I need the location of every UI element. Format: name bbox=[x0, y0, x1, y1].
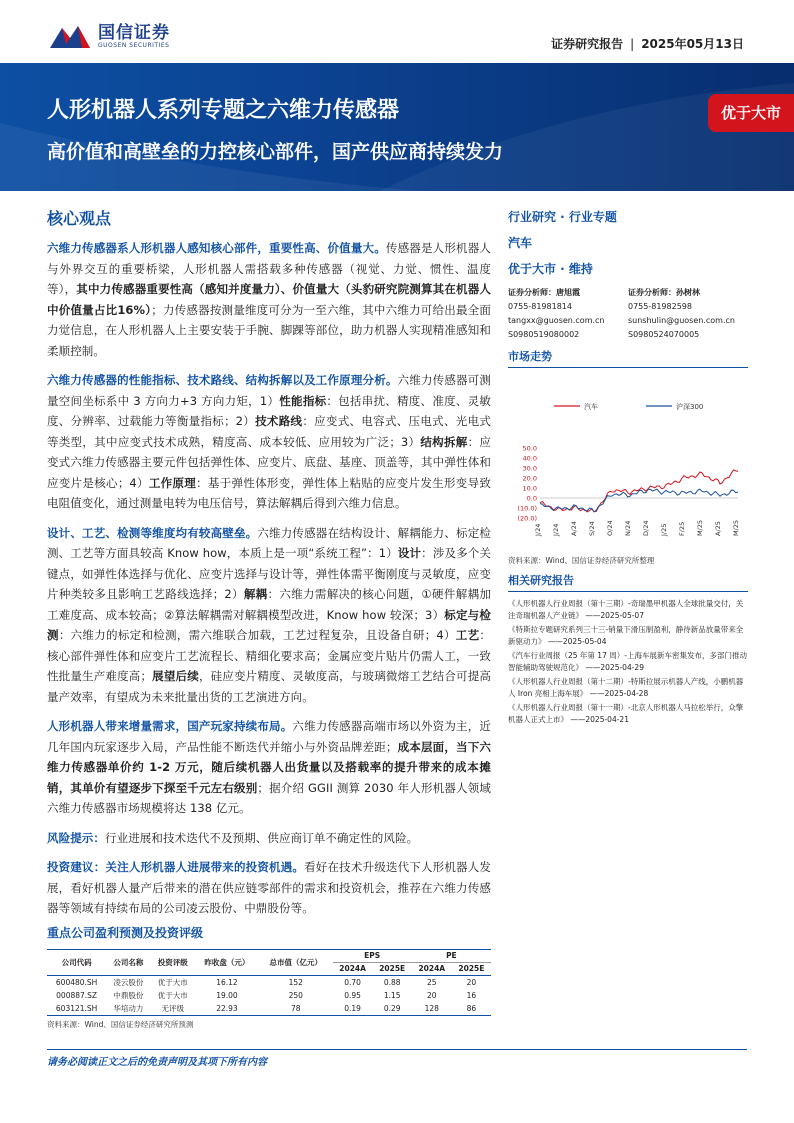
related-report-title: 《人形机器人行业周报（第十二期）-特斯拉展示机器人产线，小鹏机器人 Iron 亮相上海车展》 bbox=[508, 677, 744, 698]
text-run: ：应变式六维力传感器主要元件包括弹性体、应变片、底盘、基座、顶盖等，其中弹性体和应变片是核心；4） bbox=[47, 434, 492, 490]
related-report-date: ——2025-05-04 bbox=[545, 636, 607, 646]
analyst-1-email[interactable]: tangxx@guosen.com.cn bbox=[508, 316, 605, 325]
th-pe-y2: 2025E bbox=[458, 964, 485, 973]
related-report-title: 《汽车行业周报（25 年第 17 周）-上海车展新车密集发布，多部门推动智能辅助驾驶规范化》 bbox=[508, 651, 747, 672]
table-cell: 中鼎股份 bbox=[113, 991, 144, 1000]
y-tick-label: 0.0 bbox=[526, 494, 537, 503]
table-cell: 1.15 bbox=[383, 991, 401, 1000]
text-run: 结构拆解 bbox=[420, 434, 468, 449]
related-report-item[interactable] bbox=[508, 598, 748, 621]
text-run: 设计、工艺、检测等维度均有较高壁垒。 bbox=[47, 525, 258, 540]
table-cell: 16 bbox=[466, 991, 477, 1000]
table-cell: 78 bbox=[290, 1004, 301, 1013]
core-views-title: 核心观点 bbox=[47, 209, 112, 228]
table-cell: 128 bbox=[424, 1004, 439, 1013]
analyst-1-name: 证券分析师：唐旭霞 bbox=[508, 288, 580, 297]
table-cell: 优于大市 bbox=[157, 991, 188, 1000]
title-banner bbox=[0, 63, 794, 191]
text-run: ：涉及多个关键点，如弹性体选择与优化、应变片选择与设计等，弹性体需平衡刚度与灵敏度，应变片种类较多且影响工艺路线选择；2） bbox=[47, 546, 491, 601]
th-pe-y1: 2024A bbox=[418, 964, 446, 973]
x-tick-label: A/25 bbox=[714, 521, 722, 536]
table-cell: 0.19 bbox=[344, 1004, 361, 1013]
related-report-date: ——2025-05-07 bbox=[583, 610, 644, 620]
th-eps-y1: 2024A bbox=[339, 964, 366, 973]
y-tick-label: 30.0 bbox=[522, 464, 537, 473]
table-cell: 华培动力 bbox=[113, 1004, 144, 1013]
th-rating: 投资评级 bbox=[157, 957, 188, 967]
related-report-item[interactable] bbox=[508, 624, 748, 647]
analyst-2-cert: S0980524070005 bbox=[628, 330, 700, 339]
x-tick-label: S/24 bbox=[588, 521, 596, 536]
analyst-2 bbox=[628, 286, 748, 342]
th-name: 公司名称 bbox=[113, 957, 144, 967]
legend-label: 沪深300 bbox=[676, 403, 704, 411]
text-run: 人形机器人带来增量需求，国产玩家持续布局。 bbox=[47, 719, 293, 733]
table-cell: 凌云股份 bbox=[113, 978, 144, 987]
table-cell: 250 bbox=[288, 991, 303, 1000]
report-meta: 证券研究报告 | 2025年05月13日 bbox=[551, 37, 744, 51]
table-cell: 无评级 bbox=[161, 1004, 185, 1013]
chart-svg bbox=[508, 368, 748, 553]
text-run: 工作原理 bbox=[148, 475, 197, 490]
paragraph-risk bbox=[47, 828, 491, 849]
rating-tag: 优于大市 bbox=[708, 94, 794, 132]
th-cap: 总市值（亿元） bbox=[269, 957, 322, 967]
text-run: 工艺 bbox=[455, 628, 480, 642]
analyst-1 bbox=[508, 286, 628, 342]
table-cell: 86 bbox=[466, 1004, 477, 1013]
table-cell: 000887.SZ bbox=[56, 991, 98, 1000]
text-run: 投资建议：关注人形机器人进展带来的投资机遇。 bbox=[47, 860, 305, 874]
table-cell: 25 bbox=[427, 978, 437, 987]
text-run: ：六维力需解决的核心问题，①硬件解耦加工难度高、成本较高；②算法解耦需对解耦模型改进，Know how 较深；3） bbox=[47, 587, 492, 622]
core-views bbox=[47, 206, 491, 928]
related-report-date: ——2025-04-29 bbox=[583, 662, 644, 672]
disclaimer-footer: 请务必阅读正文之后的免责声明及其项下所有内容 bbox=[47, 1057, 267, 1068]
paragraph-4 bbox=[47, 716, 491, 819]
related-report-item[interactable] bbox=[508, 650, 748, 673]
text-run: ；据介绍 GGII 测算 2030 年人形机器人领域六维力传感器市场规模将达 138 亿元。 bbox=[47, 780, 491, 815]
table-cell: 0.88 bbox=[383, 978, 401, 987]
report-type: 证券研究报告 bbox=[551, 37, 624, 51]
table-cell: 20 bbox=[466, 978, 477, 987]
table-row bbox=[47, 1002, 491, 1016]
x-tick-label: M/25 bbox=[696, 519, 704, 536]
text-run: 六维力传感器可测量空间坐标系中 3 方向力+3 方向力矩，1） bbox=[47, 373, 491, 408]
table-cell: 600480.SH bbox=[55, 978, 98, 987]
text-run: 成本层面，当下六维力传感器单价约 1-2 万元，随后续机器人出货量以及搭载率的提升带来的成本摊销，其单价有望逐步下探至千元左右级别 bbox=[47, 739, 491, 795]
text-run: 技术路线 bbox=[255, 414, 303, 428]
text-run: ，硅应变片精度、灵敏度高，与玻璃微熔工艺结合可提高量产效率，有望成为未来批量出货的工艺演进方向。 bbox=[47, 669, 492, 704]
related-report-item[interactable] bbox=[508, 676, 748, 699]
sidebar bbox=[508, 208, 748, 728]
text-run: ；力传感器按测量维度可分为一至六维，其中六维力可给出最全面力觉信息，在人形机器人上主要安装于手腕、脚踝等部位，助力机器人实现精准感知和柔顺控制。 bbox=[47, 302, 491, 358]
analyst-1-cert: S0980519080002 bbox=[508, 330, 580, 339]
text-run: 六维力传感器高端市场以外资为主，近几年国内玩家逐步入局，产品性能不断迭代并缩小与外资品牌差距； bbox=[47, 719, 491, 754]
y-tick-label: (20.0) bbox=[517, 514, 537, 523]
text-run: 风险提示： bbox=[47, 830, 105, 845]
th-close: 昨收盘（元） bbox=[204, 957, 250, 967]
industry-line: 行业研究 · 行业专题 bbox=[508, 210, 617, 224]
related-report-item[interactable] bbox=[508, 702, 748, 725]
text-run: 行业进展和技术迭代不及预期、供应商订单不确定性的风险。 bbox=[105, 830, 419, 845]
estimates-title: 重点公司盈利预测及投资评级 bbox=[47, 926, 204, 940]
text-run: 六维力传感器系人形机器人感知核心部件，重要性高、价值量大。 bbox=[47, 241, 386, 255]
rating-line: 优于大市 · 维持 bbox=[508, 262, 593, 276]
related-report-title: 《特斯拉专题研究系列三十三-销量下滑压制盈利，静待新品放量带来全新驱动力》 bbox=[508, 625, 744, 646]
table-cell: 22.93 bbox=[216, 1004, 238, 1013]
table-cell: 0.95 bbox=[344, 991, 361, 1000]
logo-mark-icon bbox=[48, 22, 92, 52]
table-source: 资料来源：Wind、国信证券经济研究所预测 bbox=[47, 1020, 194, 1029]
related-report-title: 《人形机器人行业周报（第十三期）-奇瑞墨甲机器人全球批量交付，关注奇瑞机器人产业链》 bbox=[508, 599, 744, 620]
th-code: 公司代码 bbox=[61, 957, 92, 967]
banner-decoration bbox=[0, 63, 794, 191]
guosen-logo bbox=[48, 22, 170, 52]
table-cell: 优于大市 bbox=[157, 978, 188, 987]
logo-cn: 国信证券 bbox=[98, 23, 170, 43]
text-run: 其中力传感器重要性高（感知并度量力）、价值量大（头豹研究院测算其在机器人中价值量占比16%） bbox=[47, 282, 491, 317]
table-cell: 16.12 bbox=[216, 978, 238, 987]
text-run: ：包括串扰、精度、准度、灵敏度、分辨率、过载能力等衡量指标；2） bbox=[47, 393, 491, 428]
estimates-section bbox=[47, 924, 491, 1030]
text-run: 解耦 bbox=[243, 587, 268, 601]
analyst-2-email[interactable]: sunshulin@guosen.com.cn bbox=[628, 316, 735, 325]
chart-source: 资料来源：Wind、国信证券经济研究所整理 bbox=[508, 556, 655, 565]
x-tick-label: J/24 bbox=[534, 523, 542, 536]
paragraph-3 bbox=[47, 523, 491, 708]
analyst-2-name: 证券分析师：孙树林 bbox=[628, 288, 700, 297]
related-report-date: ——2025-04-21 bbox=[568, 714, 629, 724]
sector-line: 汽车 bbox=[508, 236, 533, 250]
related-reports-title: 相关研究报告 bbox=[508, 572, 748, 592]
estimates-table bbox=[47, 949, 491, 1016]
text-run: 标定与检测 bbox=[47, 607, 491, 642]
logo-en: GUOSEN SECURITIES bbox=[98, 42, 170, 49]
x-tick-label: A/24 bbox=[570, 521, 578, 536]
x-tick-label: J/25 bbox=[660, 523, 668, 536]
text-run: 六维力传感器在结构设计、解耦能力、标定检测、工艺等方面具较高 Know how，本质上是一项“系统工程”：1） bbox=[47, 525, 491, 560]
th-eps-y2: 2025E bbox=[379, 964, 406, 973]
market-trend-title: 市场走势 bbox=[508, 348, 748, 368]
analysts bbox=[508, 286, 748, 342]
text-run: 六维力传感器的性能指标、技术路线、结构拆解以及工作原理分析。 bbox=[47, 373, 398, 387]
x-tick-label: N/24 bbox=[624, 520, 632, 536]
table-cell: 0.29 bbox=[383, 1004, 401, 1013]
y-tick-label: 40.0 bbox=[522, 454, 537, 463]
related-report-title: 《人形机器人行业周报（第十一期）-北京人形机器人马拉松举行，众擎机器人正式上市》 bbox=[508, 703, 744, 724]
series-line-csi300 bbox=[540, 489, 738, 512]
market-trend-chart bbox=[508, 368, 748, 553]
x-tick-label: O/24 bbox=[606, 520, 614, 536]
page-header bbox=[0, 0, 794, 62]
text-run: ：六维力的标定和检测，需六维联合加载，工艺过程复杂，且设备自研；4） bbox=[58, 628, 456, 642]
x-tick-label: J/24 bbox=[552, 523, 560, 536]
th-eps: EPS bbox=[333, 950, 412, 963]
text-run: 设计 bbox=[397, 546, 422, 560]
table-cell: 19.00 bbox=[216, 991, 238, 1000]
text-run: ：应变式、电容式、压电式、光电式等类型，其中应变式技术成熟，精度高、成本较低、应用较为广泛；3） bbox=[47, 414, 491, 449]
y-tick-label: 10.0 bbox=[522, 484, 537, 493]
text-run: ：基于弹性体形变，弹性体上粘贴的应变片发生形变导致电阻值变化，通过测量电转为电压信号，算法解耦后得到六维力信息。 bbox=[47, 475, 492, 510]
table-cell: 0.70 bbox=[344, 978, 361, 987]
table-row bbox=[47, 989, 491, 1002]
report-title: 人形机器人系列专题之六维力传感器 bbox=[47, 98, 400, 123]
paragraph-2 bbox=[47, 370, 491, 514]
y-tick-label: 50.0 bbox=[522, 444, 537, 453]
footer-divider bbox=[47, 1049, 747, 1050]
report-subtitle: 高价值和高壁垒的力控核心部件，国产供应商持续发力 bbox=[47, 141, 504, 163]
x-tick-label: M/25 bbox=[732, 519, 740, 536]
paragraph-1 bbox=[47, 238, 491, 361]
related-reports-list bbox=[508, 598, 748, 725]
related-report-date: ——2025-04-28 bbox=[587, 688, 649, 698]
text-run: 展望后续 bbox=[152, 669, 199, 683]
table-cell: 603121.SH bbox=[55, 1004, 98, 1013]
text-run: 传感器是人形机器人与外界交互的重要桥梁，人形机器人需搭载多种传感器（视觉、力觉、惯性、温度等）， bbox=[47, 241, 491, 296]
table-row bbox=[47, 976, 491, 990]
x-tick-label: D/24 bbox=[642, 520, 650, 536]
th-pe: PE bbox=[412, 950, 491, 963]
x-tick-label: F/25 bbox=[678, 521, 686, 536]
y-tick-label: (10.0) bbox=[517, 504, 537, 513]
analyst-2-phone: 0755-81982598 bbox=[628, 302, 692, 311]
text-run: 看好在技术升级迭代下人形机器人发展，看好机器人量产后带来的潜在供应链零部件的需求和投资机会，推荐在六维力传感器等领域有持续布局的公司凌云股份、中鼎股份等。 bbox=[47, 860, 491, 915]
y-tick-label: 20.0 bbox=[522, 474, 537, 483]
text-run: ：核心部件弹性体和应变片工艺流程长、精细化要求高；金属应变片贴片仍需人工，一致性批量生产难度高； bbox=[47, 628, 491, 683]
paragraph-advice bbox=[47, 857, 491, 919]
analyst-1-phone: 0755-81981814 bbox=[508, 302, 572, 311]
report-date: 2025年05月13日 bbox=[641, 37, 744, 51]
legend-label: 汽车 bbox=[584, 403, 598, 411]
text-run: 性能指标 bbox=[279, 393, 327, 408]
table-cell: 152 bbox=[288, 978, 303, 987]
table-cell: 20 bbox=[427, 991, 437, 1000]
